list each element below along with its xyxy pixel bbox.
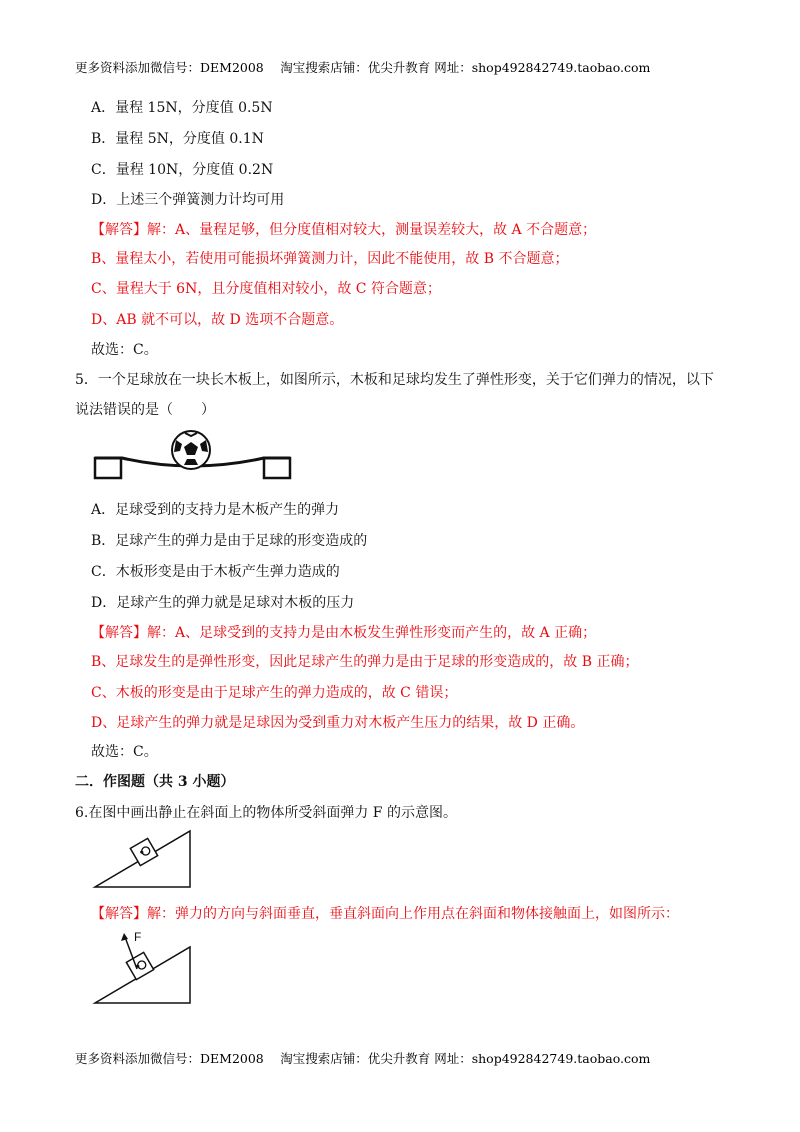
q4-answer-line-4: D、AB 就不可以，故 D 选项不合题意。	[91, 312, 344, 328]
q6-stem: 6.在图中画出静止在斜面上的物体所受斜面弹力 F 的示意图。	[75, 805, 457, 821]
page-footer: 更多资料添加微信号：DEM2008 淘宝搜索店铺：优尖升教育 网址：shop492842749.taobao.com	[75, 1051, 651, 1066]
q5-answer-line-4: D、足球产生的弹力就是足球因为受到重力对木板产生压力的结果，故 D 正确。	[91, 715, 585, 731]
q5-option-b: B．足球产生的弹力是由于足球的形变造成的	[91, 533, 368, 549]
incline-block-figure	[92, 825, 202, 893]
section-title: 二．作图题（共 3 小题）	[75, 774, 235, 790]
incline-force-figure	[92, 925, 202, 1007]
q6-answer: 【解答】解：弹力的方向与斜面垂直，垂直斜面向上作用点在斜面和物体接触面上，如图所示：	[91, 906, 679, 922]
q5-answer-line-1: 【解答】解：A、足球受到的支持力是由木板发生弹性形变而产生的，故 A 正确；	[91, 625, 597, 641]
q5-answer-line-3: C、木板的形变是由于足球产生的弹力造成的，故 C 错误；	[91, 685, 458, 701]
q5-option-d: D．足球产生的弹力就是足球对木板的压力	[91, 595, 355, 611]
q4-answer-line-2: B、量程太小，若使用可能损坏弹簧测力计，因此不能使用，故 B 不合题意；	[91, 251, 569, 267]
q5-answer-line-2: B、足球发生的是弹性形变，因此足球产生的弹力是由于足球的形变造成的，故 B 正确；	[91, 654, 639, 670]
q5-option-a: A．足球受到的支持力是木板产生的弹力	[91, 502, 340, 518]
football-on-board-figure	[92, 428, 297, 483]
q5-option-c: C．木板形变是由于木板产生弹力造成的	[91, 564, 340, 580]
football-icon	[172, 431, 210, 469]
q4-option-c: C．量程 10N，分度值 0.2N	[91, 162, 274, 178]
q4-conclusion: 故选：C。	[91, 342, 158, 358]
q4-option-d: D．上述三个弹簧测力计均可用	[91, 192, 285, 208]
q5-stem-line-2: 说法错误的是（ ）	[75, 402, 215, 418]
q5-conclusion: 故选：C。	[91, 744, 158, 760]
force-label: F	[134, 930, 142, 944]
q4-answer-line-3: C、量程大于 6N，且分度值相对较小，故 C 符合题意；	[91, 281, 441, 297]
q4-option-a: A．量程 15N，分度值 0.5N	[91, 100, 273, 116]
q4-answer-line-1: 【解答】解：A、量程足够，但分度值相对较大，测量误差较大，故 A 不合题意；	[91, 222, 597, 238]
q4-option-b: B．量程 5N，分度值 0.1N	[91, 131, 264, 147]
page-header: 更多资料添加微信号：DEM2008 淘宝搜索店铺：优尖升教育 网址：shop492842749.taobao.com	[75, 60, 651, 75]
q5-stem-line-1: 5．一个足球放在一块长木板上，如图所示，木板和足球均发生了弹性形变，关于它们弹力的情况，以下	[75, 372, 714, 388]
